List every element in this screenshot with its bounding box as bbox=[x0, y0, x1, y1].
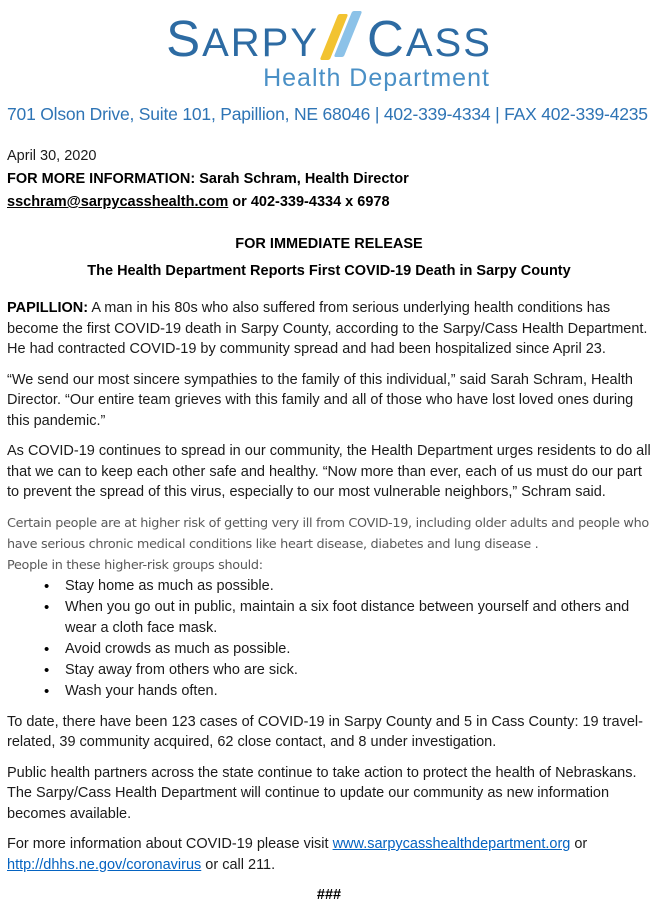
contact-block bbox=[7, 145, 651, 214]
risk-groups-paragraph bbox=[7, 513, 651, 576]
list-item: • Stay away from others who are sick. bbox=[7, 660, 651, 681]
headline: The Health Department Reports First COVID-19 Death in Sarpy County bbox=[87, 263, 571, 279]
more-info-paragraph: For more information about COVID-19 please visit www.sarpycasshealthdepartment.org or http://dhhs.ne.gov/coronavirus or call 211. bbox=[7, 836, 588, 873]
urging-paragraph: As COVID-19 continues to spread in our community, the Health Department urges residents to do all that we can to keep each other safe and healthy. “Now more than ever, each of us must do our part to prevent the spread of this virus, especially to our most vulnerable neighbors,” Schram said. bbox=[7, 443, 651, 500]
partners-paragraph: Public health partners across the state continue to take action to protect the health of Nebraskans. The Sarpy/Cass Health Department will continue to update our community as new information becomes available. bbox=[7, 764, 637, 822]
dhhs-coronavirus-link[interactable]: http://dhhs.ne.gov/coronavirus bbox=[7, 856, 202, 873]
sympathy-quote-paragraph: “We send our most sincere sympathies to the family of this individual,” said Sarah Schram, Health Director. “Our entire team grieves with this family and all of those who have lost loved ones during this pandemic.” bbox=[7, 371, 634, 429]
logo-wordmark bbox=[166, 9, 492, 67]
contact-phone: or 402-339-4334 x 6978 bbox=[228, 194, 390, 210]
case-count-paragraph: To date, there have been 123 cases of COVID-19 in Sarpy County and 5 in Cass County: 19 travel-related, 39 community acquired, 62 close contact, and 8 under investigation. bbox=[7, 713, 643, 750]
precautions-list bbox=[7, 576, 651, 702]
body-text bbox=[7, 298, 651, 906]
list-item: • When you go out in public, maintain a six foot distance between yourself and others and wear a cloth face mask. bbox=[7, 597, 651, 639]
release-date: April 30, 2020 bbox=[7, 148, 97, 164]
immediate-release-banner: FOR IMMEDIATE RELEASE bbox=[235, 236, 423, 252]
list-item: • Wash your hands often. bbox=[7, 681, 651, 702]
letterhead bbox=[7, 9, 651, 125]
contact-detail-line bbox=[7, 191, 651, 214]
health-department-website-link[interactable]: www.sarpycasshealthdepartment.org bbox=[332, 836, 571, 852]
dateline: PAPILLION: bbox=[7, 300, 89, 316]
sarpy-cass-logo bbox=[166, 9, 492, 93]
contact-email-link[interactable]: sschram@sarpycasshealth.com bbox=[7, 194, 229, 210]
logo-word-cass: CASS bbox=[367, 9, 492, 67]
list-item: • Stay home as much as possible. bbox=[7, 576, 651, 597]
list-item: • Avoid crowds as much as possible. bbox=[7, 639, 651, 660]
risk-groups-text: Certain people are at higher risk of getting very ill from COVID-19, including older adults and people who have serious chronic medical conditions like heart disease, diabetes and lung disease . bbox=[7, 515, 649, 552]
risk-groups-intro: People in these higher-risk groups should: bbox=[7, 557, 263, 573]
lead-paragraph: PAPILLION: A man in his 80s who also suffered from serious underlying health conditions has become the first COVID-19 death in Sarpy County, according to the Sarpy/Cass Health Department. He had contracted COVID-19 by community spread and had been hospitalized since April 23. bbox=[7, 300, 648, 357]
contact-line: FOR MORE INFORMATION: Sarah Schram, Health Director bbox=[7, 171, 409, 187]
logo-word-sarpy: SARPY bbox=[166, 9, 320, 67]
end-mark: ### bbox=[316, 887, 342, 903]
logo-slashes-icon bbox=[329, 14, 353, 60]
address-line: 701 Olson Drive, Suite 101, Papillion, NE 68046 | 402-339-4334 | FAX 402-339-4235 bbox=[7, 104, 648, 124]
logo-subtitle: Health Department bbox=[263, 64, 490, 92]
